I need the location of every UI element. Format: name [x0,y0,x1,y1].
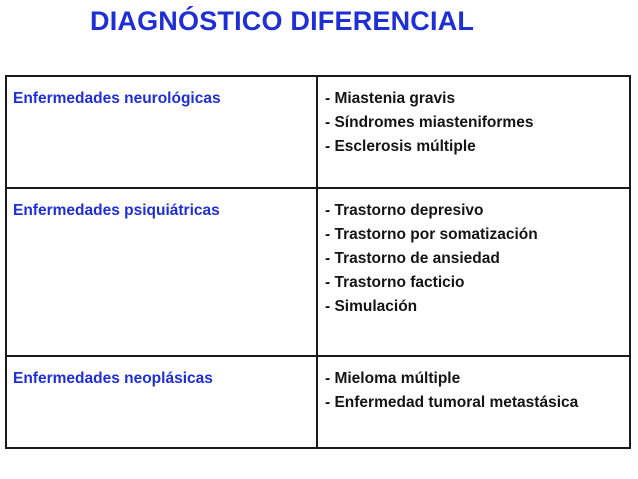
list-item: - Trastorno por somatización [325,226,538,243]
page-title: DIAGNÓSTICO DIFERENCIAL [90,6,475,36]
items-cell [317,188,630,356]
list-item: - Síndromes miasteniformes [325,114,534,131]
list-item: - Enfermedad tumoral metastásica [325,394,579,411]
table-row [6,76,630,188]
table-row [6,356,630,448]
items-cell [317,76,630,188]
list-item: - Simulación [325,298,418,315]
category-cell: Enfermedades neurológicas [6,76,317,188]
list-item: - Trastorno facticio [325,274,465,291]
list-item: - Mieloma múltiple [325,370,461,387]
list-item: - Trastorno depresivo [325,202,484,219]
table-row [6,188,630,356]
list-item: - Miastenia gravis [325,90,456,107]
category-cell: Enfermedades neoplásicas [6,356,317,448]
list-item: - Esclerosis múltiple [325,138,476,155]
list-item: - Trastorno de ansiedad [325,250,500,267]
differential-diagnosis-table [5,75,631,449]
category-cell: Enfermedades psiquiátricas [6,188,317,356]
items-cell [317,356,630,448]
